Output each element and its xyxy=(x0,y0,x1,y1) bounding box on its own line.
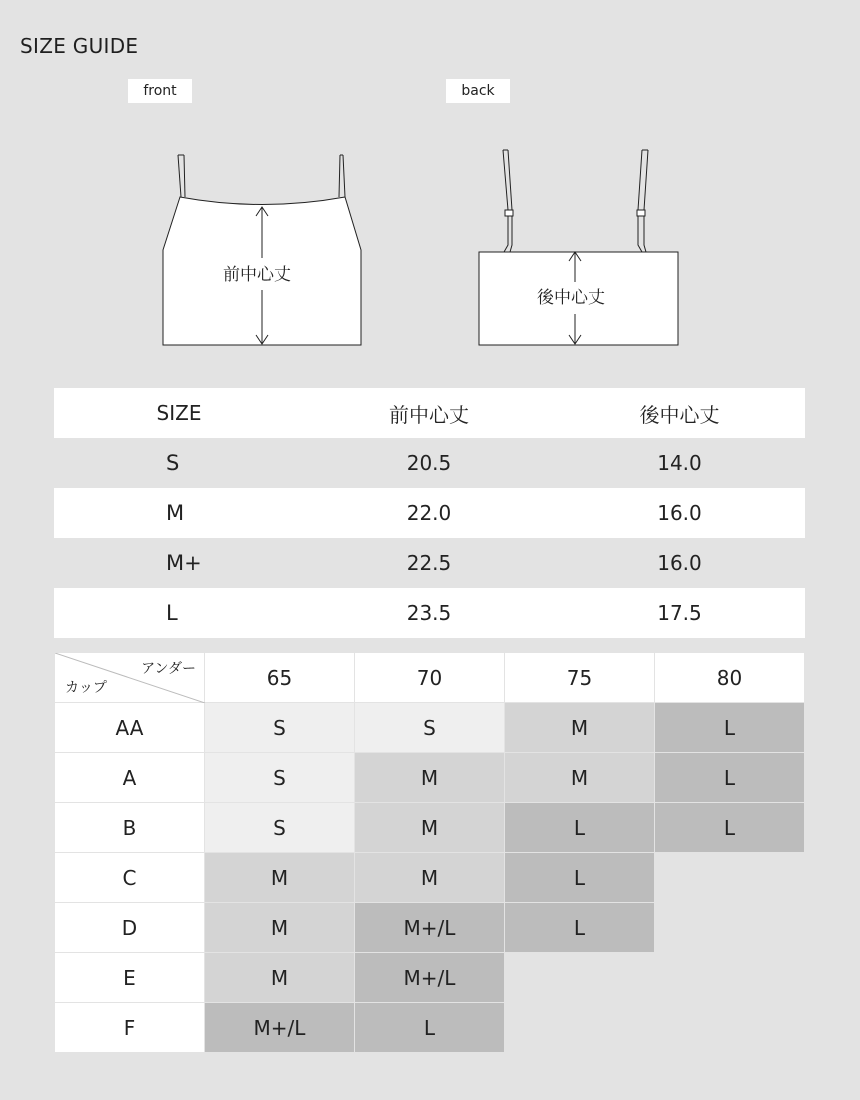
empty-cell xyxy=(655,953,805,1003)
size-cell: M xyxy=(355,803,505,853)
front-length-cell: 20.5 xyxy=(406,451,452,475)
back-length-cell: 14.0 xyxy=(657,451,702,475)
table-row xyxy=(54,488,805,538)
cup-cell: A xyxy=(55,753,205,803)
table-row xyxy=(55,1003,806,1053)
garment-illustration xyxy=(0,140,860,355)
cup-cell: B xyxy=(55,803,205,853)
table-row xyxy=(55,953,806,1003)
empty-cell xyxy=(505,953,655,1003)
table-row xyxy=(54,588,805,638)
empty-cell xyxy=(655,853,805,903)
cup-cell: E xyxy=(55,953,205,1003)
size-cell: M xyxy=(355,853,505,903)
size-cell: L xyxy=(655,703,805,753)
back-length-cell: 16.0 xyxy=(657,501,702,525)
header-front-length: 前中心丈 xyxy=(389,402,469,427)
cup-cell: AA xyxy=(55,703,205,753)
size-cell: M xyxy=(205,903,355,953)
size-cell: L xyxy=(505,803,655,853)
under-80-header: 80 xyxy=(655,653,805,703)
table-row xyxy=(54,538,805,588)
table-row xyxy=(55,853,806,903)
size-cell: M xyxy=(505,703,655,753)
header-back-length: 後中心丈 xyxy=(639,402,720,427)
size-cell: M xyxy=(505,753,655,803)
size-cell: M+/L xyxy=(205,1003,355,1053)
size-cell: L xyxy=(166,601,178,625)
size-cell: S xyxy=(166,451,180,475)
size-cell: L xyxy=(355,1003,505,1053)
under-75-header: 75 xyxy=(505,653,655,703)
page-title: SIZE GUIDE xyxy=(20,34,139,58)
garment-diagram xyxy=(0,140,860,355)
size-cell: L xyxy=(505,903,655,953)
cup-cell: C xyxy=(55,853,205,903)
under-70-header: 70 xyxy=(355,653,505,703)
table-row xyxy=(54,438,805,488)
corner-cell xyxy=(55,653,205,703)
cup-label: カップ xyxy=(65,680,107,696)
back-view-label: back xyxy=(446,79,510,103)
empty-cell xyxy=(655,1003,805,1053)
size-cell: M xyxy=(355,753,505,803)
cup-cell: D xyxy=(55,903,205,953)
front-length-cell: 22.5 xyxy=(406,551,452,575)
back-garment-drawing xyxy=(479,150,678,345)
front-length-cell: 23.5 xyxy=(406,601,452,625)
size-cell: S xyxy=(205,803,355,853)
table-row xyxy=(55,903,806,953)
table-row xyxy=(55,803,806,853)
size-cell: M+ xyxy=(166,551,202,575)
cup-header-row xyxy=(55,653,806,703)
size-cell: L xyxy=(655,803,805,853)
measurement-table xyxy=(54,388,805,638)
table-row xyxy=(55,703,806,753)
front-garment-drawing xyxy=(163,155,361,345)
size-cell: S xyxy=(205,753,355,803)
empty-cell xyxy=(655,903,805,953)
front-measure-label: 前中心丈 xyxy=(223,265,291,285)
size-cell: L xyxy=(655,753,805,803)
size-cell: M+/L xyxy=(355,903,505,953)
under-65-header: 65 xyxy=(205,653,355,703)
header-size: SIZE xyxy=(156,401,202,425)
size-cell: M xyxy=(205,853,355,903)
measurement-header-row xyxy=(54,388,805,438)
front-length-cell: 22.0 xyxy=(406,501,452,525)
back-length-cell: 17.5 xyxy=(657,601,702,625)
back-length-cell: 16.0 xyxy=(657,551,702,575)
cup-cell: F xyxy=(55,1003,205,1053)
size-cell: S xyxy=(355,703,505,753)
back-measure-label: 後中心丈 xyxy=(537,288,605,308)
size-cell: M+/L xyxy=(355,953,505,1003)
cup-size-table xyxy=(55,653,806,1053)
front-view-label: front xyxy=(128,79,192,103)
size-cell: L xyxy=(505,853,655,903)
size-cell: S xyxy=(205,703,355,753)
size-cell: M xyxy=(166,501,185,525)
table-row xyxy=(55,753,806,803)
under-label: アンダー xyxy=(141,661,196,677)
empty-cell xyxy=(505,1003,655,1053)
size-cell: M xyxy=(205,953,355,1003)
